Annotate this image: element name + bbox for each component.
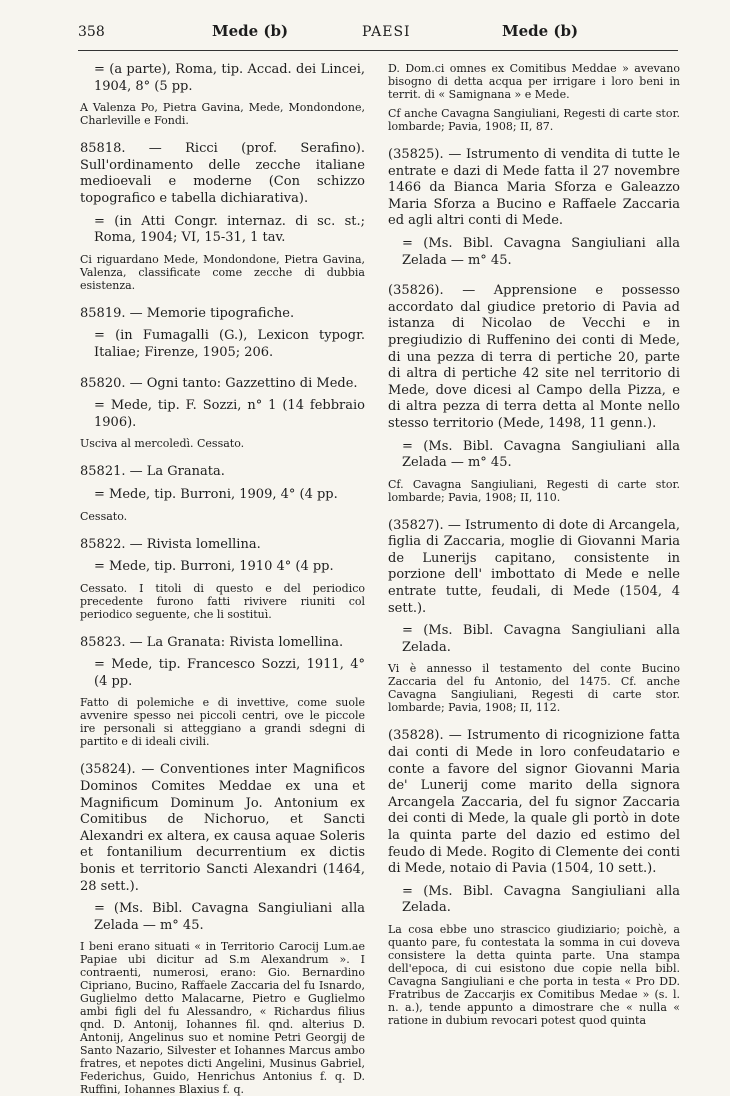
bibliography-entry: = Mede, tip. Burroni, 1909, 4° (4 pp. xyxy=(94,486,338,502)
right-column xyxy=(388,62,680,1027)
page-header xyxy=(78,22,678,42)
bibliography-entry: (35827). — Istrumento di dote di Arcangela, figlia di Zaccaria, moglie di Giovanni Maria de Lunerijs capitano, consistente in porzione dell' imbottato di Mede e nelle entrate tutte, feudali, di Mede (1504, 4 sett.). xyxy=(388,517,680,616)
bibliography-entry: = (Ms. Bibl. Cavagna Sangiuliani alla Zelada. xyxy=(402,623,680,655)
entry-note: La cosa ebbe uno strascico giudiziario; poichè, a quanto pare, fu contestata la somma in cui doveva consistere la detta quinta parte. Una stampa dell'epoca, di cui esistono due copie nella bibl. Cavagna Sangiuliani e che porta in testa « Pro DD. Fratribus de Zaccarjis ex Comitibus Medae » (s. l. n. a.), tende appunto a dimostrare che « nulla « ratione in dubium revocari potest quod quinta xyxy=(388,922,680,1027)
entry-note: A Valenza Po, Pietra Gavina, Mede, Mondondone, Charleville e Fondi. xyxy=(80,101,365,128)
running-head-center: PAESI xyxy=(362,24,411,40)
bibliography-entry: 85823. — La Granata: Rivista lomellina. xyxy=(80,634,344,650)
bibliography-entry: 85818. — Ricci (prof. Serafino). Sull'ordinamento delle zecche italiane medioevali e moderne (Con schizzo topografico e tabella dichiarativa). xyxy=(80,141,365,206)
bibliography-entry: = Mede, tip. F. Sozzi, n° 1 (14 febbraio 1906). xyxy=(94,398,365,430)
bibliography-entry: = Mede, tip. Francesco Sozzi, 1911, 4° (4 pp. xyxy=(94,657,365,689)
entry-note: Cessato. xyxy=(80,509,128,523)
entry-note: Cf anche Cavagna Sangiuliani, Regesti di carte stor. lombarde; Pavia, 1908; II, 87. xyxy=(388,107,680,133)
bibliography-entry: 85821. — La Granata. xyxy=(80,464,225,480)
page-number: 358 xyxy=(78,24,105,40)
bibliography-entry: = (Ms. Bibl. Cavagna Sangiuliani alla Zelada. xyxy=(402,883,680,916)
bibliography-entry: (35824). — Conventiones inter Magnificos Dominos Comites Meddae ex una et Magnificum Dominum Jo. Antonium ex Comitibus de Nichoruo, et Sancti Alexandri ex altera, ex causa aquae Soleris et fontanilium decurrentium ex dictis bonis et territorio Sancti Alexandri (1464, 28 sett.). xyxy=(80,762,365,894)
entry-note: Vi è annesso il testamento del conte Bucino Zaccaria del fu Antonio, del 1475. Cf. anche Cavagna Sangiuliani, Regesti di carte stor. lombarde; Pavia, 1908; II, 112. xyxy=(388,662,680,715)
left-column xyxy=(80,62,365,1096)
bibliography-entry: (35825). — Istrumento di vendita di tutte le entrate e dazi di Mede fatta il 27 novembre 1466 da Bianca Maria Sforza e Galeazzo Maria Sforza a Bucino e Raffaele Zaccaria ed agli altri conti di Mede. xyxy=(388,147,680,229)
entry-note: Cf. Cavagna Sangiuliani, Regesti di carte stor. lombarde; Pavia, 1908; II, 110. xyxy=(388,477,680,504)
bibliography-entry: = (a parte), Roma, tip. Accad. dei Lincei, 1904, 8° (5 pp. xyxy=(94,62,365,94)
bibliography-entry: = (Ms. Bibl. Cavagna Sangiuliani alla Zelada — m° 45. xyxy=(402,235,680,268)
bibliography-entry: = (in Fumagalli (G.), Lexicon typogr. Italiae; Firenze, 1905; 206. xyxy=(94,328,365,360)
bibliography-entry: (35826). — Apprensione e possesso accordato dal giudice pretorio di Pavia ad istanza di Nicolao de Vecchi e in pregiudizio di Ruffenino dei conti di Mede, di una pezza di terra di pertiche 20, parte di altra di pertiche 42 site nel territorio di Mede, dove dicesi al Campo della Pizza, e di altra pezza di terra detta al Monte nello stesso territorio (Mede, 1498, 11 genn.). xyxy=(388,283,680,431)
entry-note: Fatto di polemiche e di invettive, come suole avvenire spesso nei piccoli centri, ove le piccole ire personali si atteggiano a grandi sdegni di partito e di ideali civili. xyxy=(80,696,365,749)
entry-note: I beni erano situati « in Territorio Carocij Lum.ae Papiae ubi dicitur ad S.m Alexandrum ». I contraenti, numerosi, erano: Gio. Bernardino Cipriano, Bucino, Raffaele Zaccaria del fu Isnardo, Guglielmo detto Malacarne, Pietro e Guglielmo ambi figli del fu Alessandro, « Richardus filius qnd. D. Antonij, Iohannes fil. qnd. alterius D. Antonij, Angelinus suo et nomine Petri Georgij de Santo Nazario, Silvester et Iohannes Marcus ambo fratres, et nepotes dicti Angelini, Musinus Gabriel, Federichus, Guido, Henrichus Antonius f. q. D. Ruffini, Iohannes Blaxius f. q. xyxy=(80,940,365,1096)
bibliography-entry: (35828). — Istrumento di ricognizione fatta dai conti di Mede in loro confeudatario e conte a favore del signor Giovanni Maria de' Lunerij come marito della signora Arcangela Zaccaria, del fu signor Zaccaria dei conti di Mede, la quale gli portò in dote la quinta parte del dazio ed estimo del feudo di Mede. Rogito di Clemente dei conti di Mede, notaio di Pavia (1504, 10 sett.). xyxy=(388,728,680,877)
running-head-right: Mede (b) xyxy=(502,22,579,40)
bibliography-entry: 85820. — Ogni tanto: Gazzettino di Mede. xyxy=(80,375,358,391)
entry-note: Ci riguardano Mede, Mondondone, Pietra Gavina, Valenza, classificate come zecche di dubbia esistenza. xyxy=(80,252,365,292)
bibliography-entry: 85819. — Memorie tipografiche. xyxy=(80,305,295,321)
bibliography-entry: 85822. — Rivista lomellina. xyxy=(80,536,261,552)
entry-note: Usciva al mercoledì. Cessato. xyxy=(80,437,245,451)
entry-note: D. Dom.ci omnes ex Comitibus Meddae » avevano bisogno di detta acqua per irrigare i loro beni in territ. di « Samignana » e Mede. xyxy=(388,62,680,101)
bibliography-entry: = Mede, tip. Burroni, 1910 4° (4 pp. xyxy=(94,559,334,575)
running-head-left: Mede (b) xyxy=(212,22,289,40)
bibliography-entry: = (Ms. Bibl. Cavagna Sangiuliani alla Zelada — m° 45. xyxy=(94,901,365,933)
bibliography-entry: = (in Atti Congr. internaz. di sc. st.; Roma, 1904; VI, 15-31, 1 tav. xyxy=(94,213,365,246)
entry-note: Cessato. I titoli di questo e del periodico precedente furono fatti rivivere riuniti col periodico seguente, che li sostituì. xyxy=(80,581,365,621)
bibliography-entry: = (Ms. Bibl. Cavagna Sangiuliani alla Zelada — m° 45. xyxy=(402,438,680,471)
header-rule xyxy=(78,50,678,51)
